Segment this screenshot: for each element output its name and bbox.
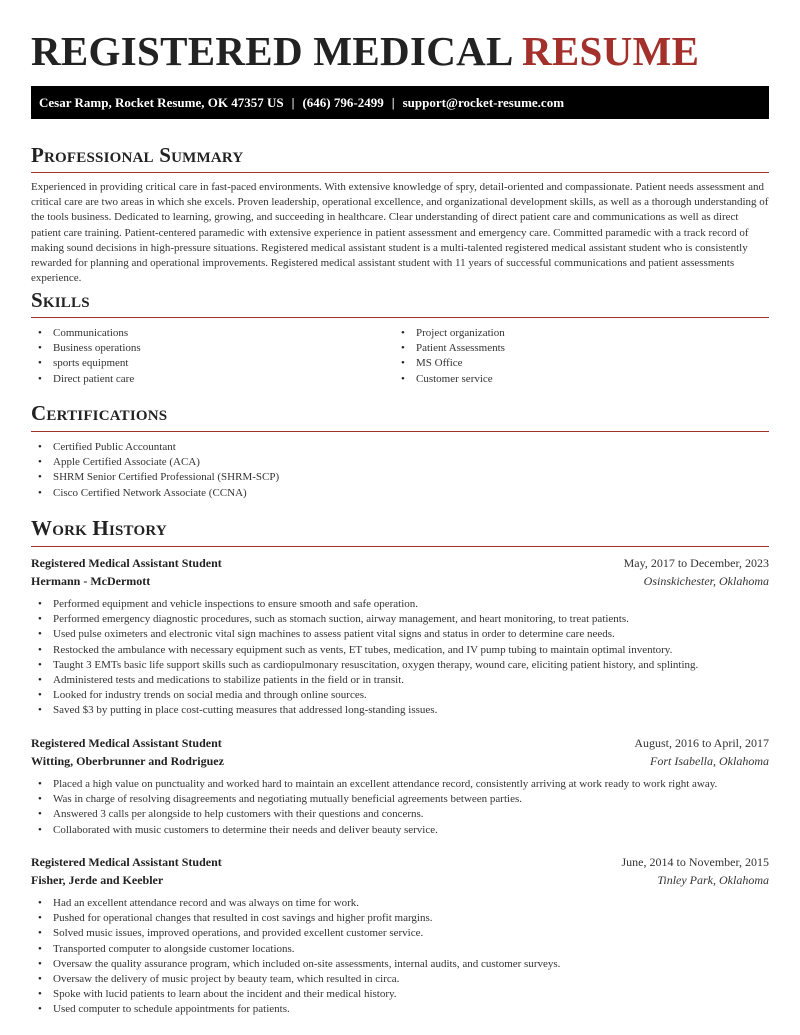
job-bullet: • Taught 3 EMTs basic life support skills such as cardiopulmonary resuscitation, oxygen therapy, wound care, eliciting patient history, and splinting. xyxy=(31,658,698,673)
job-bullet: • Administered tests and medications to stabilize patients in the field or in transit. xyxy=(31,673,698,688)
job-bullets xyxy=(31,896,560,1018)
contact-separator: | xyxy=(291,95,295,110)
section-title-work-history: Work History xyxy=(31,516,167,540)
job-bullet: • Had an excellent attendance record and was always on time for work. xyxy=(31,896,560,911)
skill-item: • Customer service xyxy=(394,372,505,387)
contact-separator: | xyxy=(391,95,395,110)
skills-list-left xyxy=(31,326,141,387)
job-bullet: • Solved music issues, improved operations, and provided excellent customer service. xyxy=(31,926,560,941)
job-bullet: • Performed equipment and vehicle inspections to ensure smooth and safe operation. xyxy=(31,597,698,612)
job-bullets xyxy=(31,597,698,719)
contact-phone: (646) 796-2499 xyxy=(302,95,384,110)
certification-item: • SHRM Senior Certified Professional (SHRM-SCP) xyxy=(31,470,279,485)
resume-title-main: REGISTERED MEDICAL xyxy=(31,28,512,74)
skill-item: • sports equipment xyxy=(31,356,141,371)
job-bullet: • Spoke with lucid patients to learn about the incident and their medical history. xyxy=(31,987,560,1002)
section-title-summary: Professional Summary xyxy=(31,143,244,167)
job-dates: August, 2016 to April, 2017 xyxy=(634,736,769,750)
skills-list-right xyxy=(394,326,505,387)
skill-item: • Business operations xyxy=(31,341,141,356)
job-bullets xyxy=(31,777,717,838)
job-dates: June, 2014 to November, 2015 xyxy=(621,855,769,869)
job-title: Registered Medical Assistant Student xyxy=(31,556,222,570)
job-company: Hermann - McDermott xyxy=(31,574,151,588)
job-bullet: • Oversaw the quality assurance program, which included on-site assessments, internal audits, and customer surveys. xyxy=(31,957,560,972)
certification-item: • Apple Certified Associate (ACA) xyxy=(31,455,279,470)
job-bullet: • Answered 3 calls per alongside to help customers with their questions and concerns. xyxy=(31,807,717,822)
job-bullet: • Transported computer to alongside customer locations. xyxy=(31,942,560,957)
job-bullet: • Oversaw the delivery of music project by beauty team, which resulted in circa. xyxy=(31,972,560,987)
job-bullet: • Looked for industry trends on social media and through online sources. xyxy=(31,688,698,703)
job-bullet: • Was in charge of resolving disagreements and negotiating mutually beneficial agreements between parties. xyxy=(31,792,717,807)
summary-text: Experienced in providing critical care in fast-paced environments. With extensive knowledge of spry, detail-oriented and compassionate. Patient needs assessment and critical care are two areas in which she excels. Proven leadership, operational excellence, and organizational development skills, as well as a thorough understanding of the tools business. Dedicated to learning, growing, and succeeding in healthcare. Clear understanding of direct patient care and communications as well as direct patient care training. Patient-centered paramedic with extensive experience in patient assessment and emergency care. Committed paramedic with a track record of making sound decisions in high-pressure situations. Registered medical assistant student is a multi-talented registered medical assistant student who is consistently rewarded for planning and operational improvements. Registered medical assistant student with 11 years of successful communications and patient assessments experience. xyxy=(31,181,769,285)
job-bullet: • Saved $3 by putting in place cost-cutting measures that addressed long-standing issues. xyxy=(31,703,698,718)
skill-item: • Project organization xyxy=(394,326,505,341)
skill-item: • Communications xyxy=(31,326,141,341)
skill-item: • Patient Assessments xyxy=(394,341,505,356)
job-bullet: • Restocked the ambulance with necessary equipment such as vents, ET tubes, medication, and IV pump tubing to maintain optimal inventory. xyxy=(31,643,698,658)
job-dates: May, 2017 to December, 2023 xyxy=(623,556,769,570)
job-title: Registered Medical Assistant Student xyxy=(31,855,222,869)
job-bullet: • Used computer to schedule appointments for patients. xyxy=(31,1002,560,1017)
job-company: Fisher, Jerde and Keebler xyxy=(31,873,164,887)
job-bullet: • Pushed for operational changes that resulted in cost savings and higher profit margins. xyxy=(31,911,560,926)
job-location: Osinskichester, Oklahoma xyxy=(643,574,769,588)
contact-email: support@rocket-resume.com xyxy=(402,95,565,110)
contact-bar xyxy=(31,86,769,119)
certification-item: • Cisco Certified Network Associate (CCNA) xyxy=(31,486,279,501)
section-divider xyxy=(31,317,769,318)
section-divider xyxy=(31,546,769,547)
skill-item: • MS Office xyxy=(394,356,505,371)
job-location: Fort Isabella, Oklahoma xyxy=(650,754,769,768)
resume-title-accent: RESUME xyxy=(522,28,700,74)
job-title: Registered Medical Assistant Student xyxy=(31,736,222,750)
job-bullet: • Collaborated with music customers to determine their needs and deliver beauty service. xyxy=(31,823,717,838)
job-company: Witting, Oberbrunner and Rodriguez xyxy=(31,754,224,768)
section-title-skills: Skills xyxy=(31,288,90,312)
certifications-list xyxy=(31,440,279,501)
section-divider xyxy=(31,172,769,173)
resume-title xyxy=(31,27,699,75)
certification-item: • Certified Public Accountant xyxy=(31,440,279,455)
skill-item: • Direct patient care xyxy=(31,372,141,387)
job-bullet: • Performed emergency diagnostic procedures, such as stomach suction, airway management, and heart monitoring, to treat patients. xyxy=(31,612,698,627)
job-bullet: • Placed a high value on punctuality and worked hard to maintain an excellent attendance record, consistently arriving at work ready to work right away. xyxy=(31,777,717,792)
section-divider xyxy=(31,431,769,432)
job-bullet: • Used pulse oximeters and electronic vital sign machines to assess patient vital signs and status in order to determine care needs. xyxy=(31,627,698,642)
section-title-certifications: Certifications xyxy=(31,401,168,425)
job-location: Tinley Park, Oklahoma xyxy=(657,873,769,887)
contact-address: Cesar Ramp, Rocket Resume, OK 47357 US xyxy=(39,95,284,110)
